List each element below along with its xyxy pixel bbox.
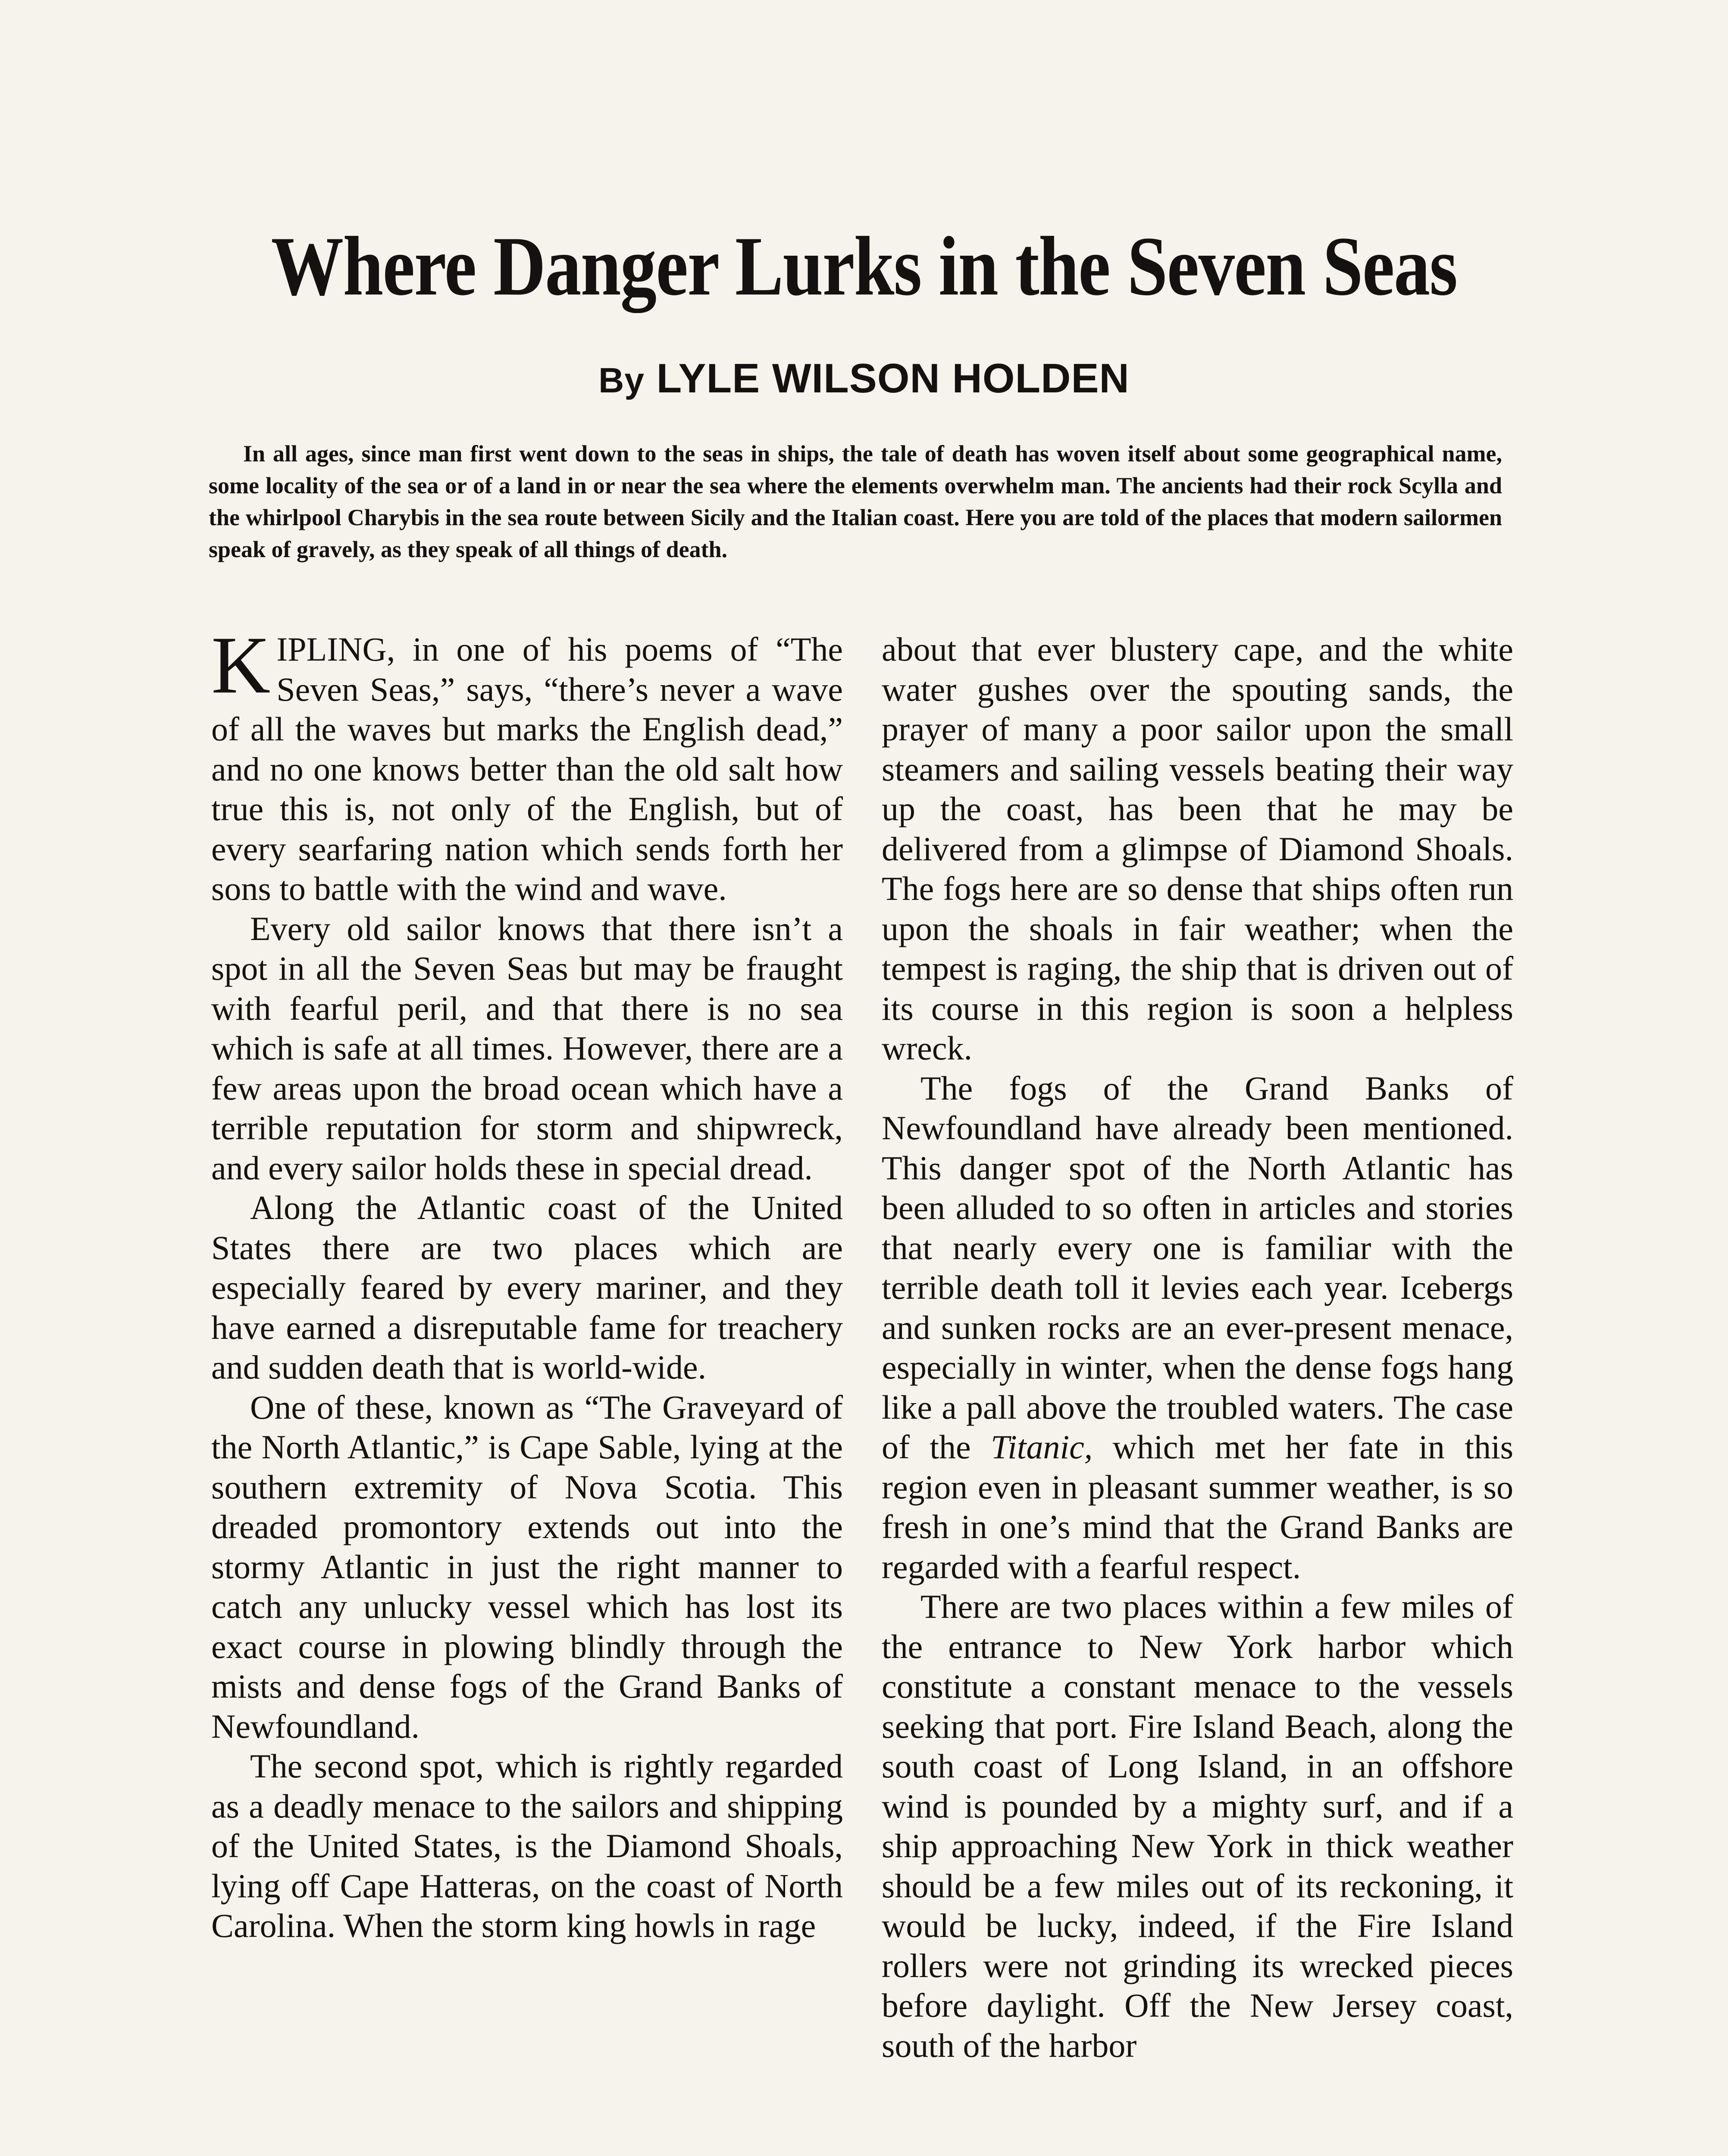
drop-cap: K — [211, 620, 271, 711]
byline-author: LYLE WILSON HOLDEN — [656, 355, 1130, 401]
left-column — [211, 620, 843, 1946]
paragraph-text: The fogs of the Grand Banks of Newfoundland have already been mentioned. This danger spot of the North Atlantic has been alluded to so often in articles and stories that nearly every one is familiar with the terrible death toll it levies each year. Icebergs and sunken rocks are an ever-present menace, especially in winter, when the dense fogs hang like a pall above the troubled waters. The case of the — [882, 1069, 1513, 1466]
paragraph — [882, 1069, 1513, 1587]
byline-by: By — [598, 361, 645, 400]
paragraph: One of these, known as “The Graveyard of the North Atlantic,” is Cape Sable, lying at the southern extremity of Nova Scotia. This dreaded promontory extends out into the stormy Atlantic in just the right manner to catch any unlucky vessel which has lost its exact course in plowing blindly through the mists and dense fogs of the Grand Banks of Newfoundland. — [211, 1388, 843, 1745]
paragraph: There are two places within a few miles of the entrance to New York harbor which constitute a constant menace to the vessels seeking that port. Fire Island Beach, along the south coast of Long Island, in an offshore wind is pounded by a mighty surf, and if a ship approaching New York in thick weather should be a few miles out of its reckoning, it would be lucky, indeed, if the Fire Island rollers were not grinding its wrecked pieces before daylight. Off the New Jersey coast, south of the harbor — [882, 1588, 1513, 2064]
paragraph — [211, 620, 843, 909]
intro-paragraph: In all ages, since man first went down to the seas in ships, the tale of death has woven itself about some geographical name, some locality of the sea or of a land in or near the sea where the elements overwhelm man. The ancients had their rock Scylla and the whirlpool Charybis in the sea route between Sicily and the Italian coast. Here you are told of the places that modern sailormen speak of gravely, as they speak of all things of death. — [209, 441, 1502, 562]
article-title: Where Danger Lurks in the Seven Seas — [271, 219, 1457, 313]
paragraph: Every old sailor knows that there isn’t a spot in all the Seven Seas but may be fraught with fearful peril, and that there is no sea which is safe at all times. However, there are a few areas upon the broad ocean which have a terrible reputation for storm and shipwreck, and every sailor holds these in special dread. — [211, 909, 843, 1187]
paragraph-text: which met her fate in this region even in pleasant summer weather, is so fresh in one’s mind that the Grand Banks are regarded with a fearful respect. — [882, 1428, 1514, 1586]
ship-name: Titanic, — [991, 1428, 1093, 1466]
byline — [129, 355, 1599, 401]
paragraph-text: IPLING, in one of his poems of “The Seven Seas,” says, “there’s never a wave of all the waves but marks the English dead,” and no one knows better than the old salt how true this is, not only of the English, but of every searfaring nation which sends forth her sons to battle with the wind and wave. — [211, 630, 843, 907]
right-column — [882, 630, 1513, 2065]
paragraph: Along the Atlantic coast of the United States there are two places which are especially feared by every mariner, and they have earned a disreputable fame for treachery and sudden death that is world-wide. — [211, 1189, 843, 1386]
paragraph: The second spot, which is rightly regarded as a deadly menace to the sailors and shipping of the United States, is the Diamond Shoals, lying off Cape Hatteras, on the coast of North Carolina. When the storm king howls in rage — [211, 1747, 843, 1944]
paragraph: about that ever blustery cape, and the white water gushes over the spouting sands, the prayer of many a poor sailor upon the small steamers and sailing vessels beating their way up the coast, has been that he may be delivered from a glimpse of Diamond Shoals. The fogs here are so dense that ships often run upon the shoals in fair weather; when the tempest is raging, the ship that is driven out of its course in this region is soon a helpless wreck. — [882, 630, 1513, 1067]
